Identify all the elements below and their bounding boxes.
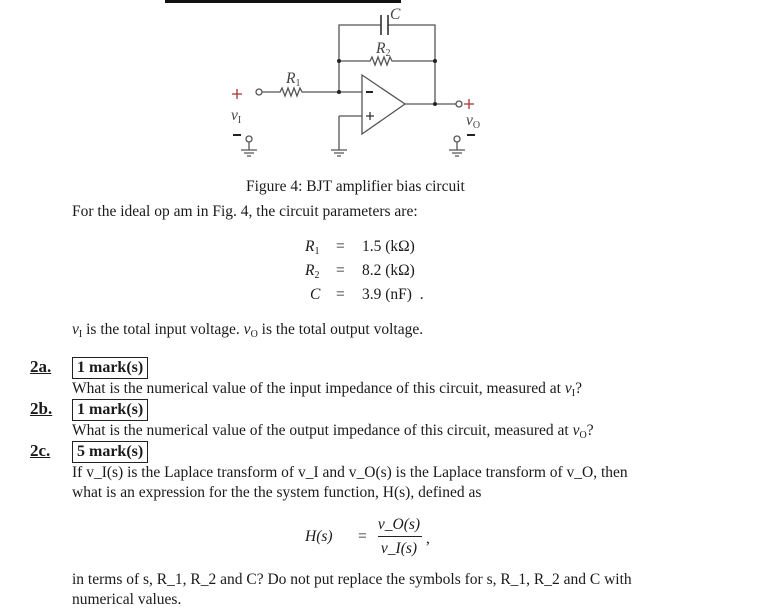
- equals: =: [358, 528, 367, 545]
- label-vi-sub: I: [237, 115, 242, 126]
- input-terminal: [256, 89, 262, 95]
- question-text-line2: what is an expression for the the system function, H(s), defined as: [72, 484, 482, 501]
- capacitor-symbol: [381, 15, 388, 35]
- label-vo-sub: O: [472, 120, 481, 131]
- equals: =: [336, 286, 345, 303]
- sub: O: [250, 329, 258, 340]
- param-value: 1.5 (kΩ): [362, 238, 415, 255]
- fraction-denominator: v_I(s): [380, 540, 418, 557]
- label-r2-sym: R: [376, 40, 386, 57]
- v: v: [564, 380, 572, 397]
- sub: 2: [314, 270, 320, 281]
- question-number: 2b.: [30, 399, 53, 418]
- param-sym: [305, 238, 319, 256]
- comma: ,: [426, 530, 430, 547]
- label-r1-sub: 1: [295, 78, 301, 89]
- param-sym: [310, 286, 320, 304]
- v: v: [72, 321, 79, 338]
- definitions: [72, 321, 423, 339]
- sub: O: [579, 430, 587, 441]
- param-sym: [305, 262, 319, 280]
- fraction-bar: [378, 536, 422, 537]
- marks-badge: 1 mark(s): [72, 399, 148, 421]
- label-r1-sym: R: [286, 70, 296, 87]
- v: v: [572, 422, 580, 439]
- label-r2: [376, 40, 390, 58]
- fraction-numerator: v_O(s): [377, 516, 421, 533]
- circuit-diagram: [0, 0, 772, 170]
- ground-icon: [449, 142, 465, 156]
- label-vo: [466, 112, 480, 130]
- question-text-line4: numerical values.: [72, 591, 182, 608]
- figure-caption: Figure 4: BJT amplifier bias circuit: [246, 178, 465, 195]
- ground-icon: [241, 142, 257, 156]
- question-text: [72, 422, 594, 440]
- marks-badge: 1 mark(s): [72, 357, 148, 379]
- text: is the total output voltage.: [257, 321, 424, 338]
- question-text: [72, 380, 582, 398]
- noninv-wire: [339, 116, 362, 150]
- opamp-symbol: [362, 75, 405, 134]
- ground-icon: [331, 150, 347, 156]
- param-value: 3.9 (nF) .: [362, 286, 424, 303]
- text: What is the numerical value of the input impedance of this circuit, measured at: [72, 380, 565, 397]
- text: is the total input voltage.: [82, 321, 244, 338]
- hs-lhs: H(s): [305, 528, 333, 545]
- label-c: C: [390, 6, 401, 23]
- intro-text: For the ideal op am in Fig. 4, the circuit parameters are:: [72, 203, 418, 220]
- question-number: 2c.: [30, 441, 51, 460]
- equals: =: [336, 262, 345, 279]
- label-r2-sub: 2: [385, 48, 391, 59]
- marks-badge: 5 mark(s): [72, 441, 148, 463]
- param-value: 8.2 (kΩ): [362, 262, 415, 279]
- question-text-line1: If v_I(s) is the Laplace transform of v_I and v_O(s) is the Laplace transform of v_O, then: [72, 464, 628, 481]
- question-text-line3: in terms of s, R_1, R_2 and C? Do not put replace the symbols for s, R_1, R_2 and C with: [72, 571, 632, 588]
- label-vi-sym: v: [231, 107, 238, 124]
- top-rule: [165, 0, 401, 3]
- sub: I: [571, 388, 576, 399]
- label-vo-sym: v: [466, 112, 473, 129]
- sub: 1: [314, 246, 320, 257]
- label-vi: [231, 107, 241, 125]
- label-r1: [286, 70, 300, 88]
- resistor-r1: [262, 88, 362, 96]
- q: ?: [586, 422, 594, 439]
- text: What is the numerical value of the output impedance of this circuit, measured at: [72, 422, 573, 439]
- v: v: [243, 321, 251, 338]
- q: ?: [575, 380, 582, 397]
- sym: R: [305, 238, 315, 255]
- sym: C: [310, 286, 321, 303]
- sym: R: [305, 262, 315, 279]
- question-number: 2a.: [30, 357, 52, 376]
- output-terminal: [456, 101, 462, 107]
- equals: =: [336, 238, 345, 255]
- sub: I: [78, 329, 83, 340]
